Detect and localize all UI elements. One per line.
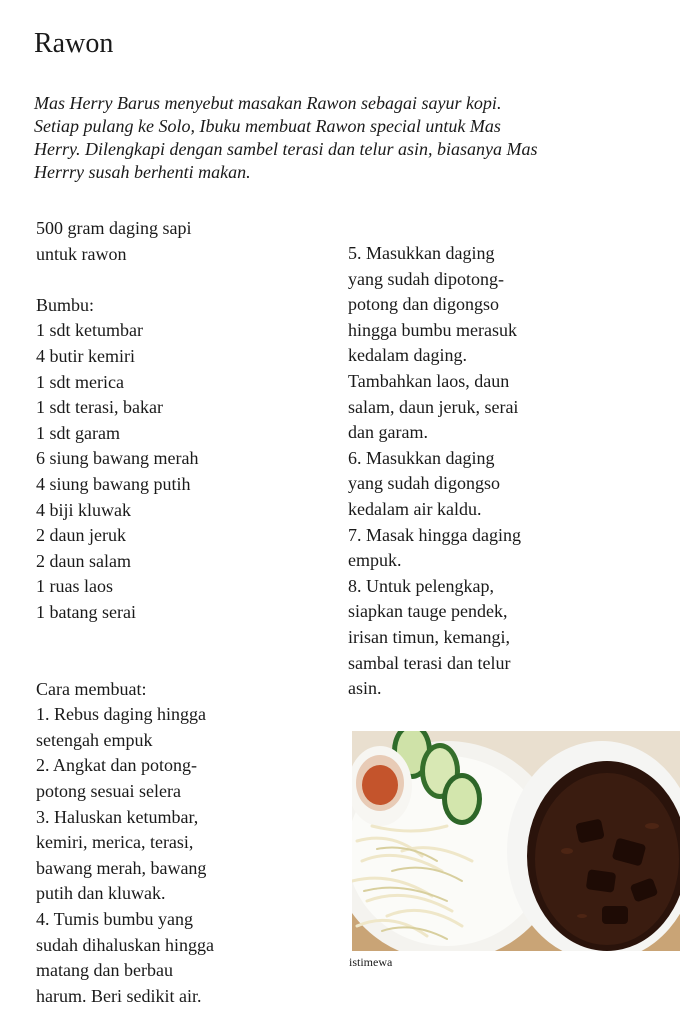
step-line: 5. Masukkan daging	[348, 243, 495, 263]
step-line: putih dan kluwak.	[36, 883, 166, 904]
step-line: irisan timun, kemangi,	[348, 626, 510, 647]
recipe-right-column	[348, 241, 648, 702]
ingredient-item: 1 sdt merica	[36, 371, 124, 392]
step-line: siapkan tauge pendek,	[348, 601, 508, 622]
photo-caption: istimewa	[349, 955, 393, 969]
step-line: harum. Beri sedikit air.	[36, 985, 202, 1006]
step-line: kedalam air kaldu.	[348, 498, 482, 519]
meat-line: untuk rawon	[36, 243, 127, 264]
step-line: asin.	[348, 678, 382, 699]
step-line: 7. Masak hingga daging	[348, 524, 521, 545]
step-line: matang dan berbau	[36, 960, 173, 981]
step-line: 8. Untuk pelengkap,	[348, 575, 494, 596]
ingredient-item: 1 sdt garam	[36, 422, 120, 443]
intro-line: Herrry susah berhenti makan.	[34, 162, 251, 182]
step-line: sambal terasi dan telur	[348, 652, 511, 673]
step-line: hingga bumbu merasuk	[348, 319, 517, 340]
step-line: bawang merah, bawang	[36, 857, 207, 878]
meat-line: 500 gram daging sapi	[36, 218, 192, 238]
step-line: potong sesuai selera	[36, 781, 181, 802]
ingredient-item: 4 siung bawang putih	[36, 473, 191, 494]
intro-line: Herry. Dilengkapi dengan sambel terasi dan telur asin, biasanya Mas	[34, 139, 538, 159]
step-line: 6. Masukkan daging	[348, 447, 495, 468]
recipe-left-column	[36, 216, 326, 1009]
step-line: setengah empuk	[36, 729, 153, 750]
step-line: 2. Angkat dan potong-	[36, 755, 197, 776]
ingredient-item: 2 daun jeruk	[36, 525, 126, 546]
step-line: kemiri, merica, terasi,	[36, 832, 194, 853]
step-line: yang sudah digongso	[348, 473, 500, 494]
ingredient-item: 1 sdt ketumbar	[36, 320, 143, 341]
ingredient-item: 6 siung bawang merah	[36, 448, 199, 469]
bumbu-heading: Bumbu:	[36, 294, 95, 315]
recipe-title: Rawon	[34, 28, 114, 59]
step-line: kedalam daging.	[348, 345, 467, 366]
ingredient-item: 4 biji kluwak	[36, 499, 131, 520]
step-line: empuk.	[348, 550, 402, 571]
intro-line: Setiap pulang ke Solo, Ibuku membuat Rawon special untuk Mas	[34, 116, 501, 136]
ingredient-item: 1 ruas laos	[36, 576, 113, 597]
ingredient-item: 1 batang serai	[36, 601, 136, 622]
step-line: 4. Tumis bumbu yang	[36, 909, 194, 930]
step-line: sudah dihaluskan hingga	[36, 934, 214, 955]
rawon-photo-illustration	[352, 731, 680, 951]
step-line: 3. Haluskan ketumbar,	[36, 806, 199, 827]
recipe-intro	[34, 92, 674, 184]
intro-line: Mas Herry Barus menyebut masakan Rawon sebagai sayur kopi.	[34, 93, 502, 113]
step-line: 1. Rebus daging hingga	[36, 704, 206, 725]
ingredient-item: 4 butir kemiri	[36, 345, 135, 366]
rawon-photo	[352, 731, 680, 951]
step-line: salam, daun jeruk, serai	[348, 396, 519, 417]
step-line: Tambahkan laos, daun	[348, 370, 510, 391]
ingredient-item: 2 daun salam	[36, 550, 131, 571]
step-line: yang sudah dipotong-	[348, 268, 504, 289]
ingredient-item: 1 sdt terasi, bakar	[36, 397, 163, 418]
step-line: dan garam.	[348, 422, 428, 443]
cara-heading: Cara membuat:	[36, 678, 147, 699]
step-line: potong dan digongso	[348, 294, 499, 315]
